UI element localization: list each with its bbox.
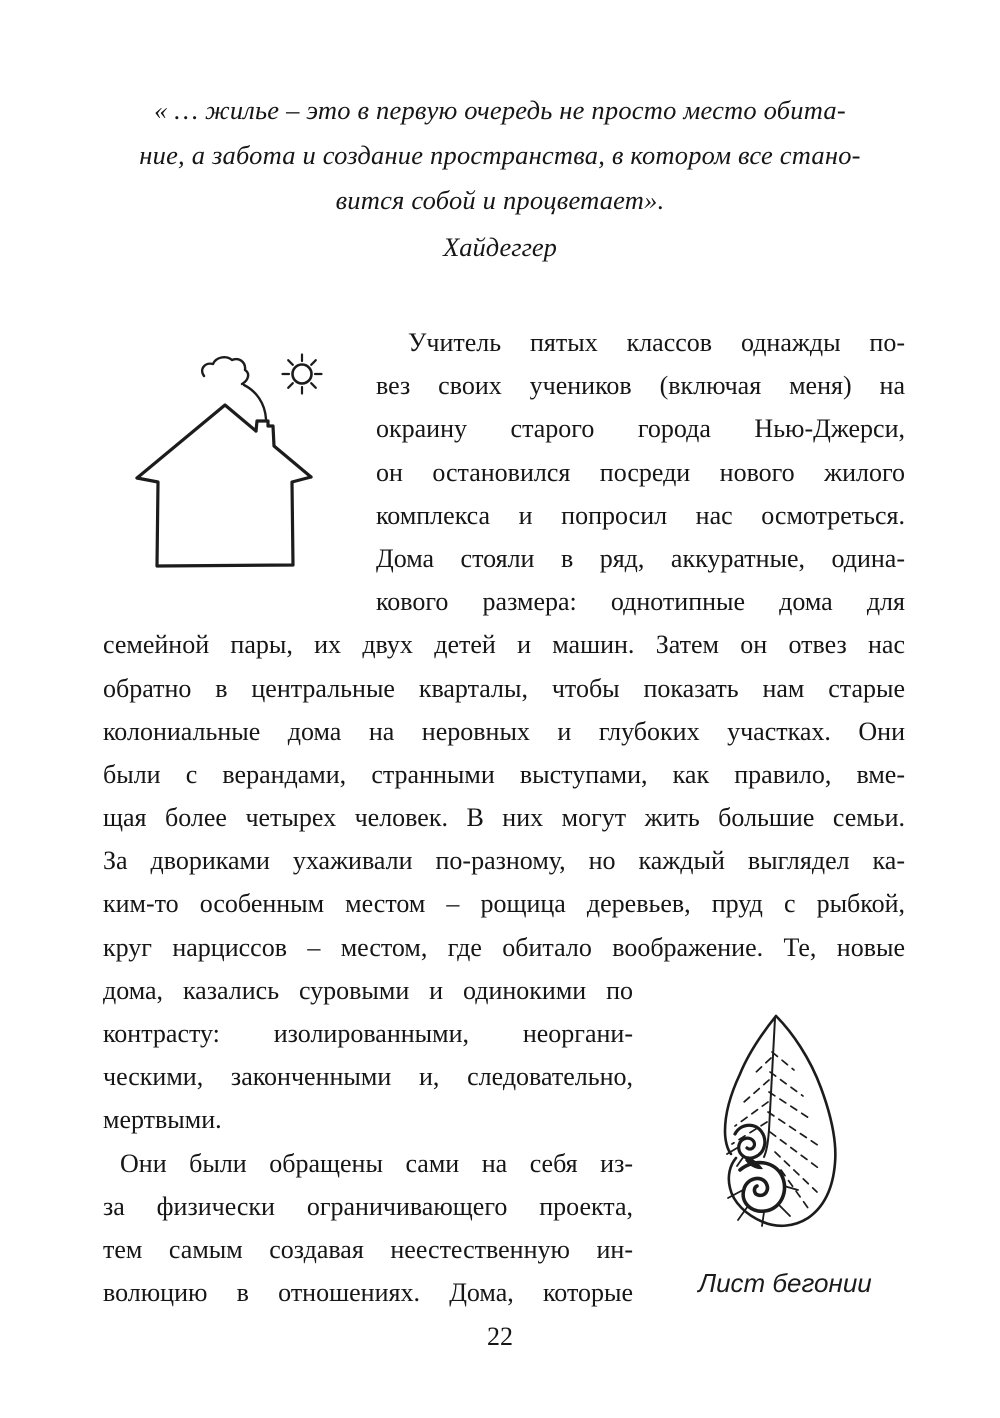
page-number: 22 [487,1322,513,1351]
body-line: щая более четырех человек. В них могут жить большие семьи. [103,803,905,833]
body-line: контрасту: изолированными, неоргани- [103,1019,633,1048]
body-line: обратно в центральные кварталы, чтобы показать нам старые [103,673,905,703]
body-line: волюцию в отношениях. Дома, которые [103,1278,633,1308]
leaf-veins [732,1018,821,1208]
body-line: Дома стояли в ряд, аккуратные, одина- [376,543,905,573]
epigraph-author: Хайдеггер [443,232,557,262]
body-line: Они были обращены сами на себя из- [120,1148,633,1178]
body-line: дома, казались суровыми и одинокими по [103,975,633,1005]
body-line: кового размера: однотипные дома для [376,587,905,617]
body-line: семейной пары, их двух детей и машин. Затем он отвез нас [103,630,905,660]
epigraph [99,88,901,223]
body-line: ким-то особенным местом – рощица деревьев, пруд с рыбкой, [103,889,905,919]
body-line: Учитель пятых классов однажды по- [408,328,905,357]
body-line: были с верандами, странными выступами, как правило, вме- [103,759,905,789]
illustration-caption: Лист бегонии [698,1268,872,1298]
body-line: он остановился посреди нового жилого [376,457,905,487]
epigraph-line: ние, а забота и создание пространства, в котором все стано- [139,140,861,170]
body-line: За двориками ухаживали по-разному, но каждый выглядел ка- [103,846,905,876]
body-line: тем самым создавая неестественную ин- [103,1234,633,1264]
body-line: мертвыми. [103,1105,222,1135]
leaf-spirals [727,1125,798,1226]
body-line: ческими, законченными и, следовательно, [103,1062,633,1092]
body-line: колониальные дома на неровных и глубоких участках. Они [103,716,905,746]
body-line: вез своих учеников (включая меня) на [376,371,905,401]
body-line: окраину старого города Нью-Джерси, [376,414,905,444]
epigraph-line: вится собой и процветает». [335,185,665,215]
body-line: круг нарциссов – местом, где обитало воображение. Те, новые [103,932,905,962]
begonia-leaf-sketch [680,1000,900,1250]
body-line: за физически ограничивающего проекта, [103,1191,633,1221]
body-line: комплекса и попросил нас осмотреться. [376,500,905,530]
epigraph-line: « … жилье – это в первую очередь не просто место обита- [154,95,846,125]
